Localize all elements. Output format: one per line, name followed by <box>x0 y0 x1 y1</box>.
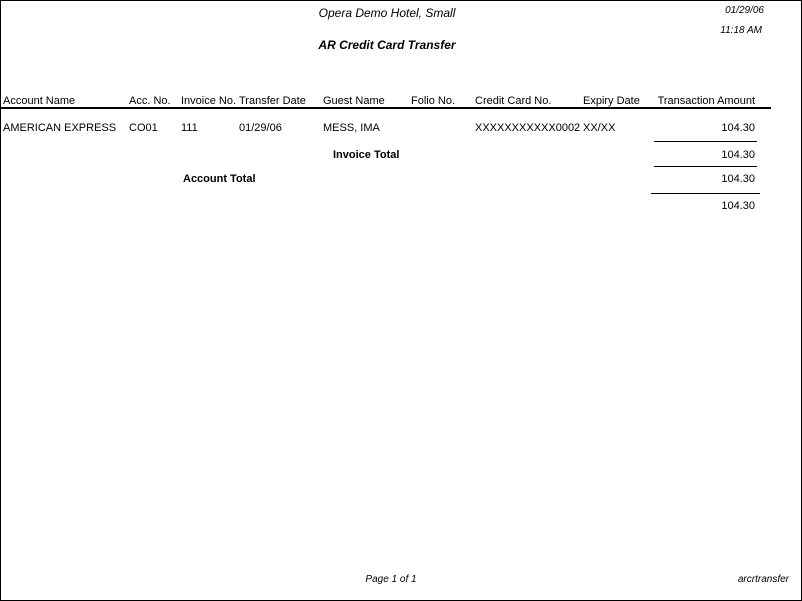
report-title: AR Credit Card Transfer <box>318 38 456 52</box>
cell-account-name: AMERICAN EXPRESS <box>3 122 117 134</box>
header-underline <box>1 107 771 109</box>
column-header-guest-name: Guest Name <box>323 95 385 107</box>
invoice-total-label: Invoice Total <box>333 149 400 161</box>
grand-total-rule <box>651 193 760 194</box>
account-total-rule <box>654 166 757 167</box>
invoice-total-row <box>1 149 801 163</box>
account-total-row <box>1 173 801 187</box>
account-total-label: Account Total <box>183 173 256 185</box>
cell-acc-no: CO01 <box>129 122 158 134</box>
column-header-invoice-no: Invoice No. <box>181 95 237 107</box>
column-header-account-name: Account Name <box>3 95 76 107</box>
grand-total-row <box>1 200 801 214</box>
cell-expiry-date: XX/XX <box>583 122 616 134</box>
column-header-folio-no: Folio No. <box>411 95 456 107</box>
cell-transfer-date: 01/29/06 <box>239 122 282 134</box>
page-indicator: Page 1 of 1 <box>365 574 417 585</box>
column-header-transaction-amount: Transaction Amount <box>657 95 755 107</box>
report-time: 11:18 AM <box>720 25 762 36</box>
table-row <box>1 122 801 136</box>
cell-transaction-amount: 104.30 <box>721 122 755 134</box>
invoice-total-amount: 104.30 <box>721 149 755 161</box>
column-header-transfer-date: Transfer Date <box>239 95 306 107</box>
grand-total-amount: 104.30 <box>721 200 755 212</box>
account-total-amount: 104.30 <box>721 173 755 185</box>
column-header-acc-no: Acc. No. <box>129 95 171 107</box>
column-header-expiry-date: Expiry Date <box>583 95 640 107</box>
report-date: 01/29/06 <box>725 5 764 16</box>
invoice-total-rule <box>654 141 757 142</box>
hotel-name: Opera Demo Hotel, Small <box>318 6 456 20</box>
column-header-credit-card-no: Credit Card No. <box>475 95 552 107</box>
report-id: arcrtransfer <box>737 574 789 585</box>
cell-invoice-no: 111 <box>181 122 198 134</box>
cell-credit-card-no: XXXXXXXXXXX0002 <box>475 122 581 134</box>
cell-guest-name: MESS, IMA <box>323 122 380 134</box>
